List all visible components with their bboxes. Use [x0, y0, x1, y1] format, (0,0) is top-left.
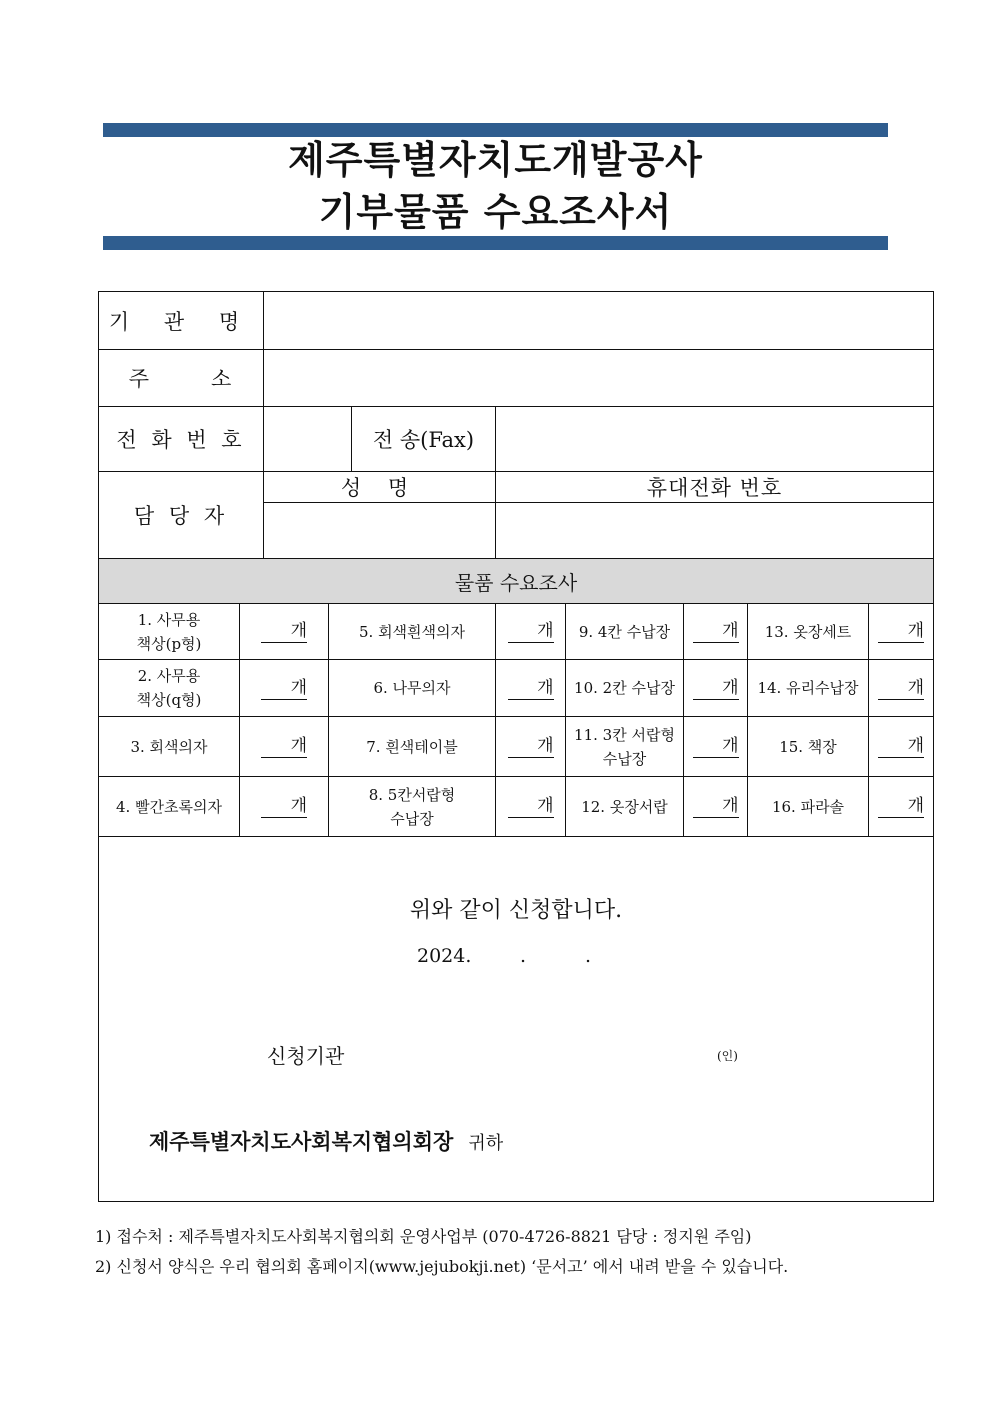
title-line-2: 기부물품 수요조사서: [318, 190, 673, 234]
survey-row: [99, 660, 934, 717]
addressee: [149, 1126, 503, 1156]
date-dot-month: .: [520, 945, 527, 967]
address-label: [99, 350, 264, 407]
item-label: 7. 흰색테이블: [329, 717, 496, 777]
honorific: 귀하: [468, 1133, 504, 1154]
date-dot-day: .: [585, 945, 592, 967]
item-count-field[interactable]: 개: [496, 604, 566, 660]
item-label: 4. 빨간초록의자: [99, 777, 240, 837]
item-label: 1. 사무용 책상(p형): [99, 604, 240, 660]
item-label: 13. 옷장세트: [748, 604, 869, 660]
phone-label: 전 화 번 호: [99, 407, 264, 472]
item-label: 11. 3칸 서랍형 수납장: [566, 717, 684, 777]
item-count-field[interactable]: 개: [496, 777, 566, 837]
item-count-field[interactable]: 개: [684, 604, 748, 660]
item-count-field[interactable]: 개: [869, 604, 934, 660]
title-line-1: 제주특별자치도개발공사: [288, 138, 703, 182]
title-bar-top: [103, 123, 888, 137]
item-label: 9. 4칸 수납장: [566, 604, 684, 660]
name-field[interactable]: [264, 503, 496, 559]
item-label: 12. 옷장서랍: [566, 777, 684, 837]
seal-mark: (인): [717, 1049, 738, 1063]
date-year: 2024.: [417, 945, 472, 967]
applicant-label: 신청기관: [267, 1044, 345, 1068]
phone-field[interactable]: [264, 407, 352, 472]
item-count-field[interactable]: 개: [240, 717, 329, 777]
application-statement: 위와 같이 신청합니다.: [409, 898, 623, 923]
address-label-part2: 소: [211, 367, 234, 391]
footnote-item: 1) 접수처 : 제주특별자치도사회복지협의회 운영사업부 (070-4726-8821 담당 : 정지원 주임): [95, 1227, 752, 1246]
item-count-field[interactable]: 개: [496, 660, 566, 717]
item-label: 16. 파라솔: [748, 777, 869, 837]
item-label: 3. 회색의자: [99, 717, 240, 777]
survey-row: [99, 717, 934, 777]
item-count-field[interactable]: 개: [869, 717, 934, 777]
application-section: [99, 837, 934, 1202]
addressee-name: 제주특별자치도사회복지협의회장: [149, 1130, 454, 1154]
title-bar-bottom: [103, 236, 888, 250]
item-label: 2. 사무용 책상(q형): [99, 660, 240, 717]
item-count-field[interactable]: 개: [496, 717, 566, 777]
item-count-field[interactable]: 개: [869, 660, 934, 717]
footnotes: [95, 1222, 788, 1282]
item-count-field[interactable]: 개: [684, 777, 748, 837]
item-label: 6. 나무의자: [329, 660, 496, 717]
survey-form: [98, 291, 934, 1202]
survey-row: [99, 777, 934, 837]
item-label: 10. 2칸 수납장: [566, 660, 684, 717]
item-count-field[interactable]: 개: [869, 777, 934, 837]
footnote-item: 2) 신청서 양식은 우리 협의회 홈페이지(www.jejubokji.net) ‘문서고’ 에서 내려 받을 수 있습니다.: [95, 1257, 789, 1276]
section-title: 물품 수요조사: [99, 559, 934, 604]
org-name-label: 기 관 명: [99, 292, 264, 350]
item-count-field[interactable]: 개: [240, 660, 329, 717]
survey-row: [99, 604, 934, 660]
org-name-field[interactable]: [264, 292, 934, 350]
contact-label: 담 당 자: [99, 472, 264, 559]
address-label-part1: 주: [128, 367, 151, 391]
item-count-field[interactable]: 개: [240, 777, 329, 837]
name-label: 성 명: [264, 472, 496, 503]
item-count-field[interactable]: 개: [684, 660, 748, 717]
mobile-label: 휴대전화 번호: [496, 472, 934, 503]
item-count-field[interactable]: 개: [240, 604, 329, 660]
item-label: 8. 5칸서랍형 수납장: [329, 777, 496, 837]
fax-label: 전 송(Fax): [352, 407, 496, 472]
item-label: 14. 유리수납장: [748, 660, 869, 717]
mobile-field[interactable]: [496, 503, 934, 559]
fax-field[interactable]: [496, 407, 934, 472]
item-count-field[interactable]: 개: [684, 717, 748, 777]
item-label: 5. 회색흰색의자: [329, 604, 496, 660]
item-label: 15. 책장: [748, 717, 869, 777]
address-field[interactable]: [264, 350, 934, 407]
